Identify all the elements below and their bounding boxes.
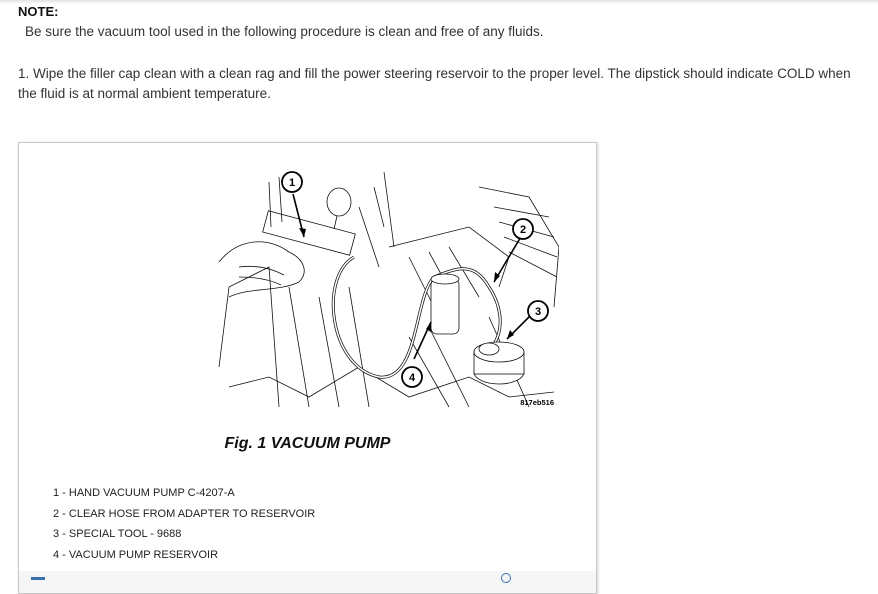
svg-text:1: 1 (288, 177, 296, 189)
image-code: 817eb516 (520, 398, 554, 407)
callout-2 (513, 219, 533, 239)
svg-text:2: 2 (519, 224, 527, 236)
legend-item: 3 - SPECIAL TOOL - 9688 (53, 528, 182, 541)
toolbar-left-icon[interactable] (31, 577, 45, 580)
figure-panel (18, 142, 597, 594)
callout-4 (402, 367, 422, 387)
figure-caption: Fig. 1 VACUUM PUMP (224, 435, 391, 452)
legend-item: 4 - VACUUM PUMP RESERVOIR (53, 549, 219, 562)
step-1-text: 1. Wipe the filler cap clean with a clean rag and fill the power steering reservoir to the proper level. The dipstick should indicate COLD when the fluid is at normal ambient temperature. (18, 66, 851, 101)
legend-item: 1 - HAND VACUUM PUMP C-4207-A (53, 487, 235, 499)
svg-text:4: 4 (408, 372, 416, 384)
note-text: Be sure the vacuum tool used in the following procedure is clean and free of any fluids. (25, 24, 544, 39)
figure-toolbar (19, 571, 596, 593)
legend-item: 2 - CLEAR HOSE FROM ADAPTER TO RESERVOIR (53, 507, 316, 520)
note-label: NOTE: (18, 4, 59, 19)
svg-text:3: 3 (534, 306, 542, 318)
callout-3 (528, 301, 548, 321)
vacuum-pump-illustration (209, 167, 559, 412)
figure-legend (53, 483, 315, 566)
callout-1 (282, 172, 302, 192)
zoom-icon[interactable] (501, 573, 511, 583)
top-edge-shadow (0, 0, 878, 4)
